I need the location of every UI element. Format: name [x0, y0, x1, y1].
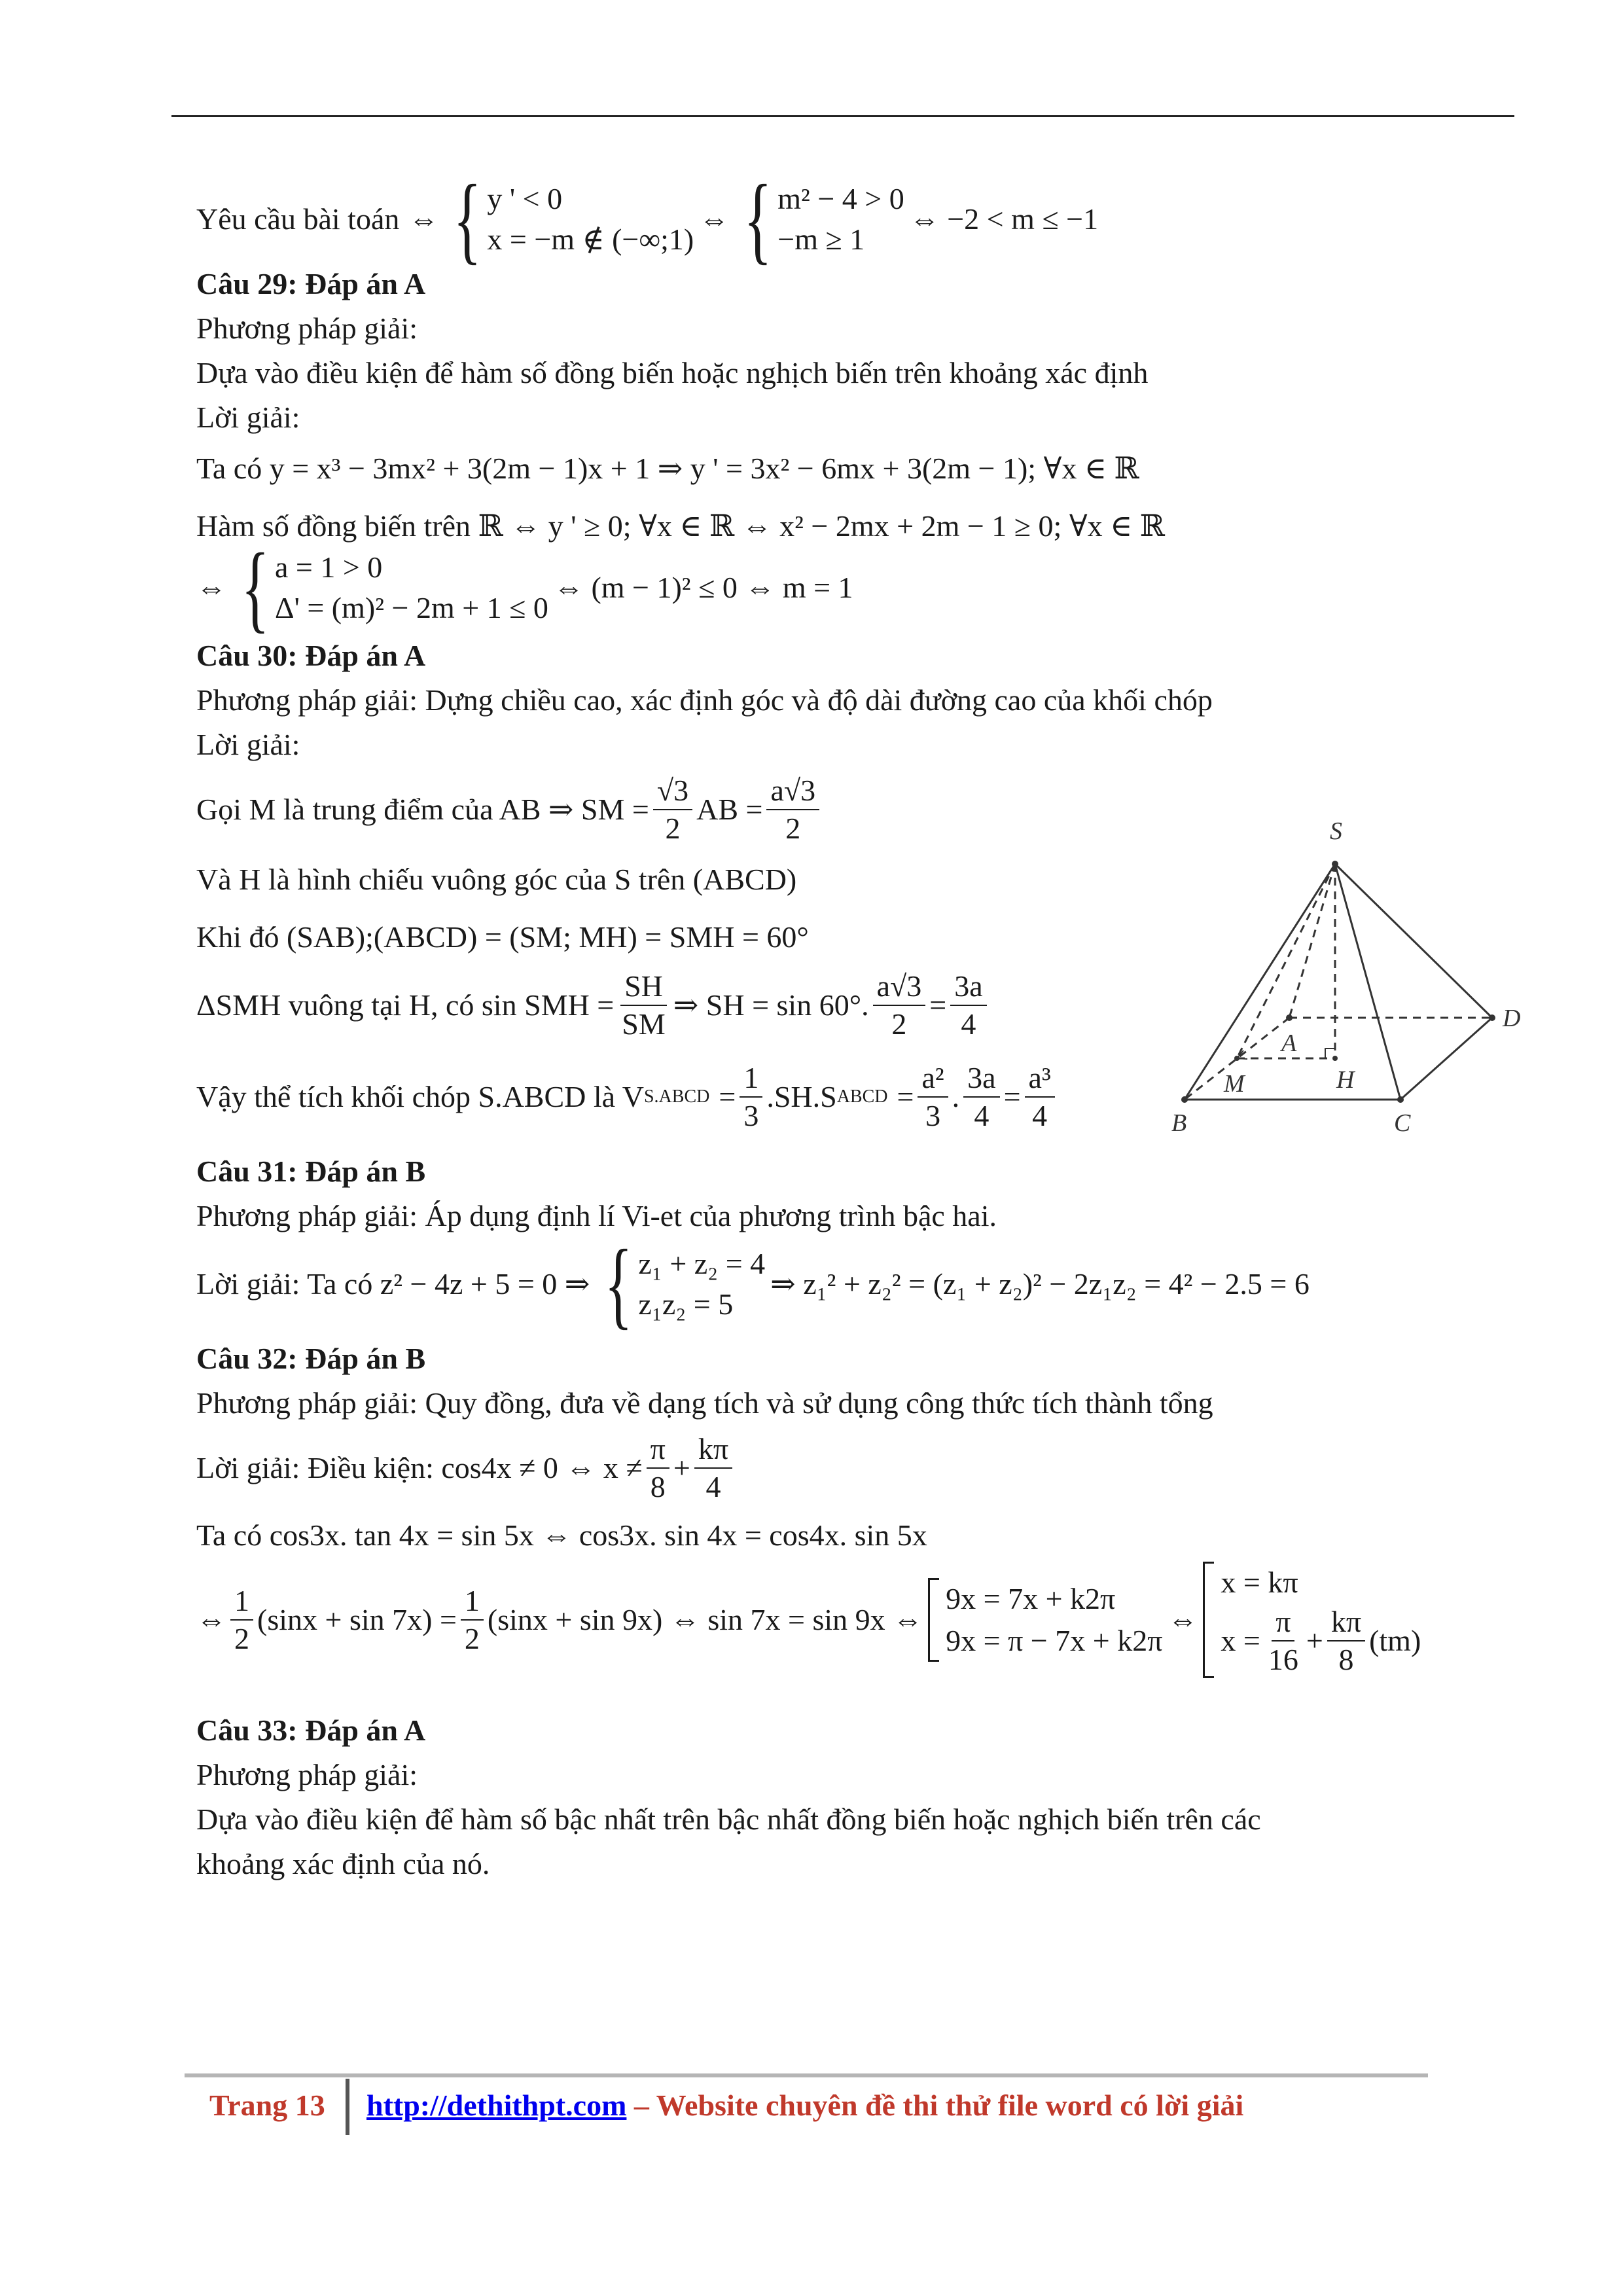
eq-row: z₁z₂ = 5 [638, 1287, 734, 1321]
fraction [230, 1583, 253, 1657]
text: 4 [961, 1007, 976, 1041]
fraction [740, 1060, 762, 1134]
text: Yêu cầu bài toán [196, 202, 400, 236]
edge-SC [1335, 864, 1400, 1100]
equation-line: Hàm số đồng biến trên ℝ ⇔ y ' ≥ 0; ∀x ∈ ℝ ⇔ x² − 2mx + 2m − 1 ≥ 0; ∀x ∈ ℝ [196, 509, 1165, 543]
eq-row: 9x = 7x + k2π [946, 1582, 1116, 1615]
text: 3a [963, 1060, 999, 1098]
label-C: C [1394, 1109, 1411, 1137]
question-heading: Câu 30: Đáp án A [196, 639, 426, 672]
footer-separator [346, 2079, 349, 2135]
text: 8 [1338, 1643, 1354, 1676]
text: 2 [785, 812, 801, 845]
text: ⇒ z₁² + z₂² = (z₁ + z₂)² − 2z₁z₂ = 4² − 2.5 = 6 [770, 1267, 1310, 1300]
text: √3 [653, 772, 692, 810]
point-M [1234, 1056, 1240, 1061]
text: 2 [234, 1622, 249, 1655]
text: 3 [925, 1099, 941, 1132]
text: 4 [1032, 1099, 1048, 1132]
eq-row [1221, 1604, 1421, 1678]
eq-row: x = kπ [1221, 1566, 1298, 1599]
text: a√3 [873, 968, 926, 1006]
system-brace: { m² − 4 > 0 −m ≥ 1 [743, 165, 904, 274]
system-bracket [1203, 1562, 1421, 1678]
point-H [1332, 1056, 1338, 1061]
eq-row: x = −m ∉ (−∞;1) [487, 223, 694, 256]
method-text: Dựa vào điều kiện để hàm số đồng biến hoặc nghịch biến trên khoảng xác định [196, 356, 1149, 389]
method: Phương pháp giải: Dựng chiều cao, xác định góc và độ dài đường cao của khối chóp [196, 683, 1213, 717]
point-D [1489, 1014, 1495, 1021]
equation-line: Và H là hình chiếu vuông góc của S trên (ABCD) [196, 863, 797, 896]
question-heading: Câu 31: Đáp án B [196, 1155, 426, 1188]
system-brace: { y ' < 0 x = −m ∉ (−∞;1) [453, 165, 694, 274]
fraction [950, 968, 986, 1043]
text: AB = [696, 793, 763, 826]
text: = [929, 988, 947, 1022]
iff-symbol: ⇔ [196, 571, 226, 604]
text: 4 [974, 1099, 990, 1132]
fraction [1264, 1604, 1302, 1678]
text: = [1003, 1080, 1021, 1113]
text: π [647, 1431, 669, 1469]
label-H: H [1336, 1066, 1355, 1094]
text: ΔSMH vuông tại H, có sin SMH = [196, 988, 615, 1022]
text: 8 [650, 1470, 666, 1503]
system-brace: { z₁ + z₂ = 4 z₁z₂ = 5 [604, 1230, 766, 1338]
fraction [873, 968, 926, 1043]
text: 3a [950, 968, 986, 1006]
text: 16 [1268, 1643, 1298, 1676]
text: a² [918, 1060, 948, 1098]
text: 1 [230, 1583, 253, 1621]
method: Phương pháp giải: [196, 1758, 418, 1791]
point-S [1332, 861, 1338, 867]
text: 2 [464, 1622, 480, 1655]
equation-line: Ta có cos3x. tan 4x = sin 5x ⇔ cos3x. sin 4x = cos4x. sin 5x [196, 1518, 927, 1552]
header-rule [171, 115, 1514, 117]
edge-CD [1400, 1018, 1492, 1100]
footer-rule [185, 2073, 1428, 2077]
text: 1 [461, 1583, 484, 1621]
question-heading: Câu 32: Đáp án B [196, 1342, 426, 1375]
fraction [618, 968, 669, 1043]
equation-line [196, 1230, 1531, 1338]
method: Phương pháp giải: Quy đồng, đưa về dạng tích và sử dụng công thức tích thành tổng [196, 1386, 1213, 1420]
text: a³ [1025, 1060, 1055, 1098]
fraction [1327, 1604, 1365, 1678]
point-A [1286, 1014, 1293, 1021]
label-B: B [1171, 1109, 1187, 1137]
method: Phương pháp giải: [196, 312, 418, 345]
eq-row: a = 1 > 0 [275, 550, 383, 584]
eq-row: 9x = π − 7x + k2π [946, 1624, 1163, 1657]
text: π [1272, 1604, 1294, 1641]
equation-line [196, 1558, 1531, 1682]
fraction [1025, 1060, 1055, 1134]
eq-row: m² − 4 > 0 [777, 182, 904, 215]
method: Phương pháp giải: Áp dụng định lí Vi-et của phương trình bậc hai. [196, 1199, 997, 1232]
eq-row: Δ' = (m)² − 2m + 1 ≤ 0 [275, 591, 548, 624]
text: kπ [1327, 1604, 1365, 1641]
text: + [673, 1451, 690, 1484]
condition-line [196, 165, 1531, 274]
edge-SD [1335, 864, 1492, 1018]
fraction [766, 772, 819, 847]
equation-line: Vậy thể tích khối chóp S.ABCD là V S.ABCD = $\frac{1}{3}$ .SH.S ABCD = $\frac{\text{a²}}{3}$ . $\frac{3a}{4}$ = $\frac{\text{a³}}{4}$ [196, 1051, 1531, 1143]
eq-result: ⇔ −2 < m ≤ −1 [909, 202, 1099, 236]
text: (sinx + sin 9x) ⇔ sin 7x = sin 9x ⇔ [487, 1603, 923, 1636]
fraction [653, 772, 692, 847]
text: a√3 [766, 772, 819, 810]
pyramid-figure [1165, 818, 1531, 1158]
text: ⇒ SH = sin 60°. [673, 988, 869, 1022]
text: – Website chuyên đề thi thử file word có lời giải [626, 2089, 1244, 2122]
question-heading: Câu 33: Đáp án A [196, 1713, 426, 1747]
equation-line: Ta có y = x³ − 3mx² + 3(2m − 1)x + 1 ⇒ y ' = 3x² − 6mx + 3(2m − 1); ∀x ∈ ℝ [196, 452, 1139, 485]
solution-label: Lời giải: [196, 728, 300, 761]
iff-symbol: ⇔ [699, 202, 730, 236]
footer-text [366, 2088, 1243, 2123]
text: Gọi M là trung điểm của AB ⇒ SM = [196, 793, 649, 826]
text: 4 [705, 1470, 721, 1503]
text: (sinx + sin 7x) = [257, 1603, 457, 1636]
text: Vậy thể tích khối chóp S.ABCD là V [196, 1080, 644, 1113]
label-A: A [1281, 1030, 1297, 1057]
point-C [1397, 1096, 1404, 1103]
text: 2 [891, 1007, 907, 1041]
fraction [694, 1431, 732, 1505]
label-D: D [1503, 1005, 1521, 1032]
text: (tm) [1369, 1624, 1421, 1657]
text: 3 [743, 1099, 759, 1132]
fraction [918, 1060, 948, 1134]
point-B [1181, 1096, 1188, 1103]
fraction [647, 1431, 669, 1505]
text: 2 [665, 812, 681, 845]
equation-line: Khi đó (SAB);(ABCD) = (SM; MH) = SMH = 60° [196, 920, 809, 954]
question-heading: Câu 29: Đáp án A [196, 267, 426, 300]
text: = [897, 1080, 914, 1113]
fraction [963, 1060, 999, 1134]
eq-result: ⇔ (m − 1)² ≤ 0 ⇔ m = 1 [553, 571, 853, 604]
method-text: Dựa vào điều kiện để hàm số bậc nhất trên bậc nhất đồng biến hoặc nghịch biến trên các [196, 1803, 1261, 1836]
system-brace: { a = 1 > 0 Δ' = (m)² − 2m + 1 ≤ 0 [241, 533, 548, 642]
text: Lời giải: Ta có z² − 4z + 5 = 0 ⇒ [196, 1267, 590, 1300]
iff-symbol: ⇔ [196, 1603, 226, 1636]
solution-label: Lời giải: [196, 401, 300, 434]
system-bracket [928, 1578, 1162, 1662]
text: Lời giải: Điều kiện: cos4x ≠ 0 ⇔ x ≠ [196, 1451, 643, 1484]
page-number: Trang 13 [209, 2089, 325, 2122]
eq-row: −m ≥ 1 [777, 223, 865, 256]
iff-symbol: ⇔ [1168, 1603, 1198, 1636]
text: 1 [740, 1060, 762, 1098]
fraction [461, 1583, 484, 1657]
label-M: M [1224, 1070, 1245, 1098]
text: = [719, 1080, 736, 1113]
equation-line [196, 1426, 1531, 1511]
text: SH [620, 968, 667, 1006]
method-text: khoảng xác định của nó. [196, 1847, 490, 1880]
label-S: S [1330, 818, 1342, 845]
text: .SH.S [766, 1080, 837, 1113]
text: kπ [694, 1431, 732, 1469]
text: SM [622, 1007, 666, 1041]
edge-SB [1185, 864, 1335, 1100]
footer-link[interactable]: http://dethithpt.com [366, 2089, 627, 2122]
text: x = [1221, 1624, 1260, 1657]
iff-symbol: ⇔ [408, 202, 439, 236]
equation-line [196, 533, 1531, 642]
eq-row: y ' < 0 [487, 182, 563, 215]
text: + [1306, 1624, 1323, 1657]
eq-row: z₁ + z₂ = 4 [638, 1247, 766, 1280]
